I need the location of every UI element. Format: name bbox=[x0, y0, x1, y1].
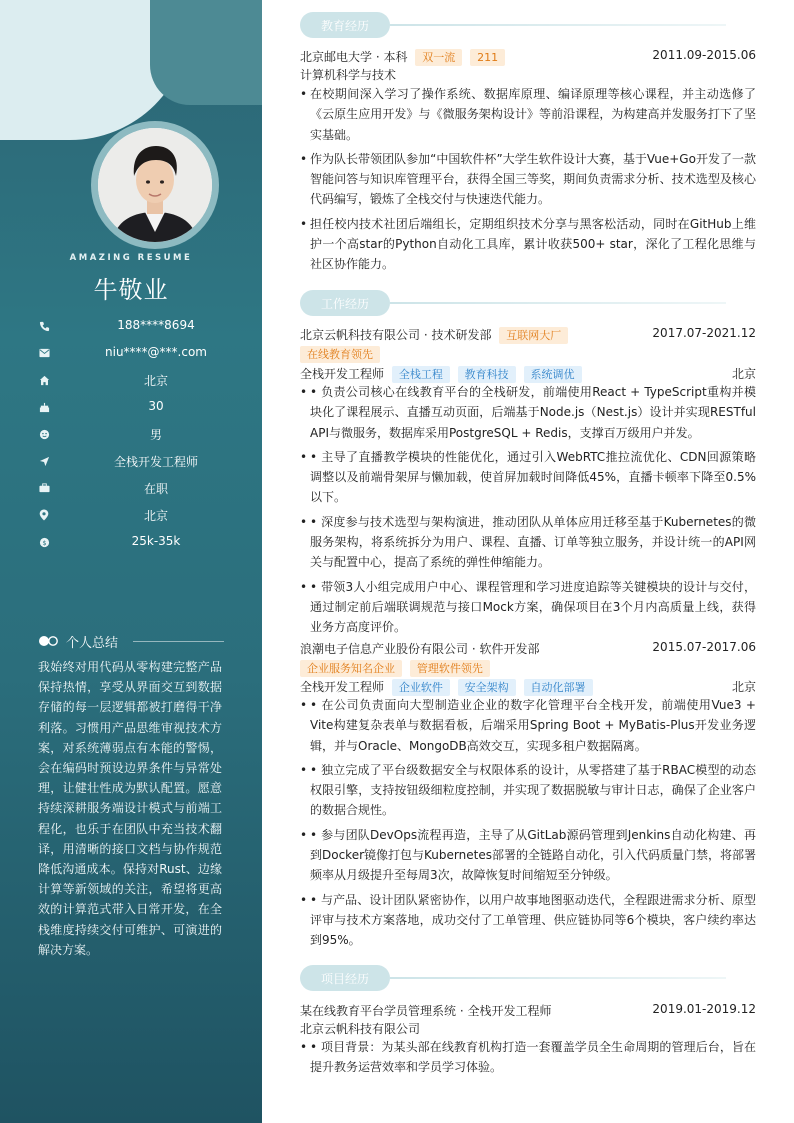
section-title: 项目经历 bbox=[320, 972, 369, 986]
job-company-row bbox=[300, 640, 756, 658]
list-item: • • 深度参与技术选型与架构演进，推动团队从单体应用迁移至基于Kubernetes的微服务架构，将系统拆分为用户、课程、直播、订单等独立服务，并设计统一的API网关与配置中心，提高了系统的弹性伸缩能力。 bbox=[300, 514, 756, 570]
job-period: 2015.07-2017.06 bbox=[652, 640, 756, 654]
role-tag: 安全架构 bbox=[458, 679, 516, 696]
info-position-text: 全栈开发工程师 bbox=[113, 455, 198, 469]
list-item: • 在校期间深入学习了操作系统、数据库原理、编译原理等核心课程，并主动选修了《云原生应用开发》与《微服务架构设计》等前沿课程，为构建高并发服务打下了坚实基础。 bbox=[300, 87, 756, 142]
job-company-row bbox=[300, 326, 756, 344]
divider bbox=[390, 24, 726, 26]
info-location-text: 北京 bbox=[143, 509, 168, 523]
avatar-photo-icon bbox=[98, 128, 212, 242]
project-bullets bbox=[300, 1037, 756, 1082]
list-item: • • 项目背景：为某头部在线教育机构打造一套覆盖学员全生命周期的管理后台，旨在提升教务运营效率和学员学习体验。 bbox=[300, 1040, 756, 1075]
divider bbox=[133, 641, 224, 642]
job-period: 2017.07-2021.12 bbox=[652, 326, 756, 340]
project-company: 北京云帆科技有限公司 bbox=[300, 1022, 421, 1036]
project-company-row bbox=[300, 1020, 756, 1038]
info-salary-text: 25k-35k bbox=[131, 534, 181, 548]
education-row bbox=[300, 48, 756, 66]
role-tag: 自动化部署 bbox=[524, 679, 593, 696]
company-name: 北京云帆科技有限公司 · 技术研发部 bbox=[300, 328, 492, 342]
main-content bbox=[300, 0, 756, 1123]
resume-tagline: AMAZING RESUME bbox=[69, 253, 193, 263]
section-pill bbox=[300, 12, 390, 38]
info-age bbox=[0, 397, 262, 419]
sidebar bbox=[0, 0, 262, 1123]
summary-text: 我始终对用代码从零构建完整产品保持热情，享受从界面交互到数据存储的每一层逻辑都被打磨得干净利落。习惯用产品思维审视技术方案，对系统薄弱点有本能的警惕，会在编码时预设边界条件与异常处理，让健壮性成为默认配置。愿意持续深耕服务端设计模式与前端工程化，也乐于在团队中充当技术翻译，用清晰的接口文档与协作规范降低沟通成本。保持对Rust、边缘计算等新领域的关注，希望将更高效的计算范式带入日常开发，在全栈维度持续交付可维护、可演进的解决方案。 bbox=[38, 660, 222, 957]
section-title: 教育经历 bbox=[320, 19, 369, 33]
project-title: 某在线教育平台学员管理系统 · 全栈开发工程师 bbox=[300, 1004, 552, 1018]
divider bbox=[390, 302, 726, 304]
section-projects-header bbox=[300, 965, 756, 993]
education-bullets bbox=[300, 84, 756, 279]
major: 计算机科学与技术 bbox=[300, 68, 397, 82]
job-role: 全栈开发工程师 bbox=[300, 367, 385, 381]
company-tag: 互联网大厂 bbox=[499, 327, 568, 344]
toggle-dots-icon bbox=[38, 635, 60, 647]
section-title: 工作经历 bbox=[320, 297, 369, 311]
major-row bbox=[300, 66, 756, 84]
school-name: 北京邮电大学 · 本科 bbox=[300, 50, 408, 64]
section-pill bbox=[300, 290, 390, 316]
job-extra-tags-row bbox=[300, 346, 756, 364]
project-title-row bbox=[300, 1002, 756, 1020]
info-phone-text: 188****8694 bbox=[117, 318, 195, 332]
school-tag: 双一流 bbox=[415, 49, 462, 66]
role-tag: 系统调优 bbox=[524, 366, 582, 383]
decor-shape bbox=[150, 0, 262, 105]
list-item: • • 与产品、设计团队紧密协作，以用户故事地图驱动迭代，全程跟进需求分析、原型评审与技术方案落地，成功交付了工单管理、供应链协同等6个模块，客户续约率达到95%。 bbox=[300, 892, 756, 948]
divider bbox=[390, 977, 726, 979]
avatar bbox=[98, 128, 212, 242]
info-gender-text: 男 bbox=[149, 428, 162, 442]
list-item: • 作为队长带领团队参加“中国软件杯”大学生软件设计大赛，基于Vue+Go开发了一款智能问答与知识库管理平台，获得全国三等奖，期间负责需求分析、技术选型及核心代码编写，锻炼了全栈交付与快速迭代能力。 bbox=[300, 151, 756, 207]
job-role-row bbox=[300, 365, 756, 383]
education-period: 2011.09-2015.06 bbox=[652, 48, 756, 62]
job-role: 全栈开发工程师 bbox=[300, 680, 385, 694]
job-role-row bbox=[300, 678, 756, 696]
role-tag: 企业软件 bbox=[392, 679, 450, 696]
section-education-header bbox=[300, 12, 756, 40]
school-tag: 211 bbox=[470, 49, 505, 66]
info-home bbox=[0, 370, 262, 392]
info-age-text: 30 bbox=[148, 399, 164, 413]
role-tag: 全栈工程 bbox=[392, 366, 450, 383]
company-tag: 管理软件领先 bbox=[410, 660, 490, 677]
list-item: • 担任校内技术社团后端组长，定期组织技术分享与黑客松活动，同时在GitHub上维护一个高star的Python自动化工具库，累计收获500+ star，深化了工程化思维与社区协作能力。 bbox=[300, 216, 756, 272]
info-email-text: niu****@***.com bbox=[105, 345, 207, 359]
info-salary bbox=[0, 532, 262, 554]
info-location bbox=[0, 505, 262, 527]
job-bullets bbox=[300, 382, 756, 642]
info-gender bbox=[0, 424, 262, 446]
job-city: 北京 bbox=[731, 367, 756, 381]
list-item: • • 负责公司核心在线教育平台的全栈研发，前端使用React + TypeScript重构并模块化了课程展示、直播互动页面，后端基于Node.js（Nest.js）设计并实现RESTful API与微服务，数据库采用PostgreSQL + Redis，支撑百万级用户并发。 bbox=[300, 385, 756, 440]
project-period: 2019.01-2019.12 bbox=[652, 1002, 756, 1016]
company-tag: 企业服务知名企业 bbox=[300, 660, 402, 677]
info-status bbox=[0, 478, 262, 500]
company-tag: 在线教育领先 bbox=[300, 346, 380, 363]
summary-heading: 个人总结 bbox=[66, 636, 119, 651]
section-work-header bbox=[300, 290, 756, 318]
list-item: • • 带领3人小组完成用户中心、课程管理和学习进度追踪等关键模块的设计与交付，通过制定前后端联调规范与接口Mock方案，确保项目在3个月内高质量上线，获得业务方高度评价。 bbox=[300, 579, 756, 635]
info-position bbox=[0, 451, 262, 473]
info-phone bbox=[0, 316, 262, 338]
svg-text:$: $ bbox=[41, 538, 47, 547]
job-bullets bbox=[300, 695, 756, 955]
list-item: • • 在公司负责面向大型制造业企业的数字化管理平台全栈开发，前端使用Vue3 + Vite构建复杂表单与数据看板，后端采用Spring Boot + MyBatis-Plus开发业务逻辑，并与Oracle、MongoDB高效交互，实现多租户数据隔离。 bbox=[300, 698, 756, 753]
section-pill bbox=[300, 965, 390, 991]
job-city: 北京 bbox=[731, 680, 756, 694]
list-item: • • 独立完成了平台级数据安全与权限体系的设计，从零搭建了基于RBAC模型的动态权限引擎，支持按钮级细粒度控制，并实现了数据脱敏与审计日志，确保了企业客户的数据合规性。 bbox=[300, 762, 756, 818]
role-tag: 教育科技 bbox=[458, 366, 516, 383]
info-home-text: 北京 bbox=[143, 374, 168, 388]
company-name: 浪潮电子信息产业股份有限公司 · 软件开发部 bbox=[300, 642, 540, 656]
list-item: • • 主导了直播教学模块的性能优化，通过引入WebRTC推拉流优化、CDN回源策略调整以及前端骨架屏与懒加载，使首屏加载时间降低45%，直播卡顿率下降至0.5%以下。 bbox=[300, 449, 756, 505]
summary-title bbox=[38, 632, 224, 650]
info-email bbox=[0, 343, 262, 365]
info-status-text: 在职 bbox=[143, 482, 168, 496]
candidate-name: 牛敬业 bbox=[93, 276, 169, 304]
list-item: • • 参与团队DevOps流程再造，主导了从GitLab源码管理到Jenkins自动化构建、再到Docker镜像打包与Kubernetes部署的全链路自动化，引入代码质量门禁，将部署频率从月级提升至每周3次，故障恢复时间缩短至分钟级。 bbox=[300, 827, 756, 883]
job-extra-tags-row bbox=[300, 660, 756, 678]
